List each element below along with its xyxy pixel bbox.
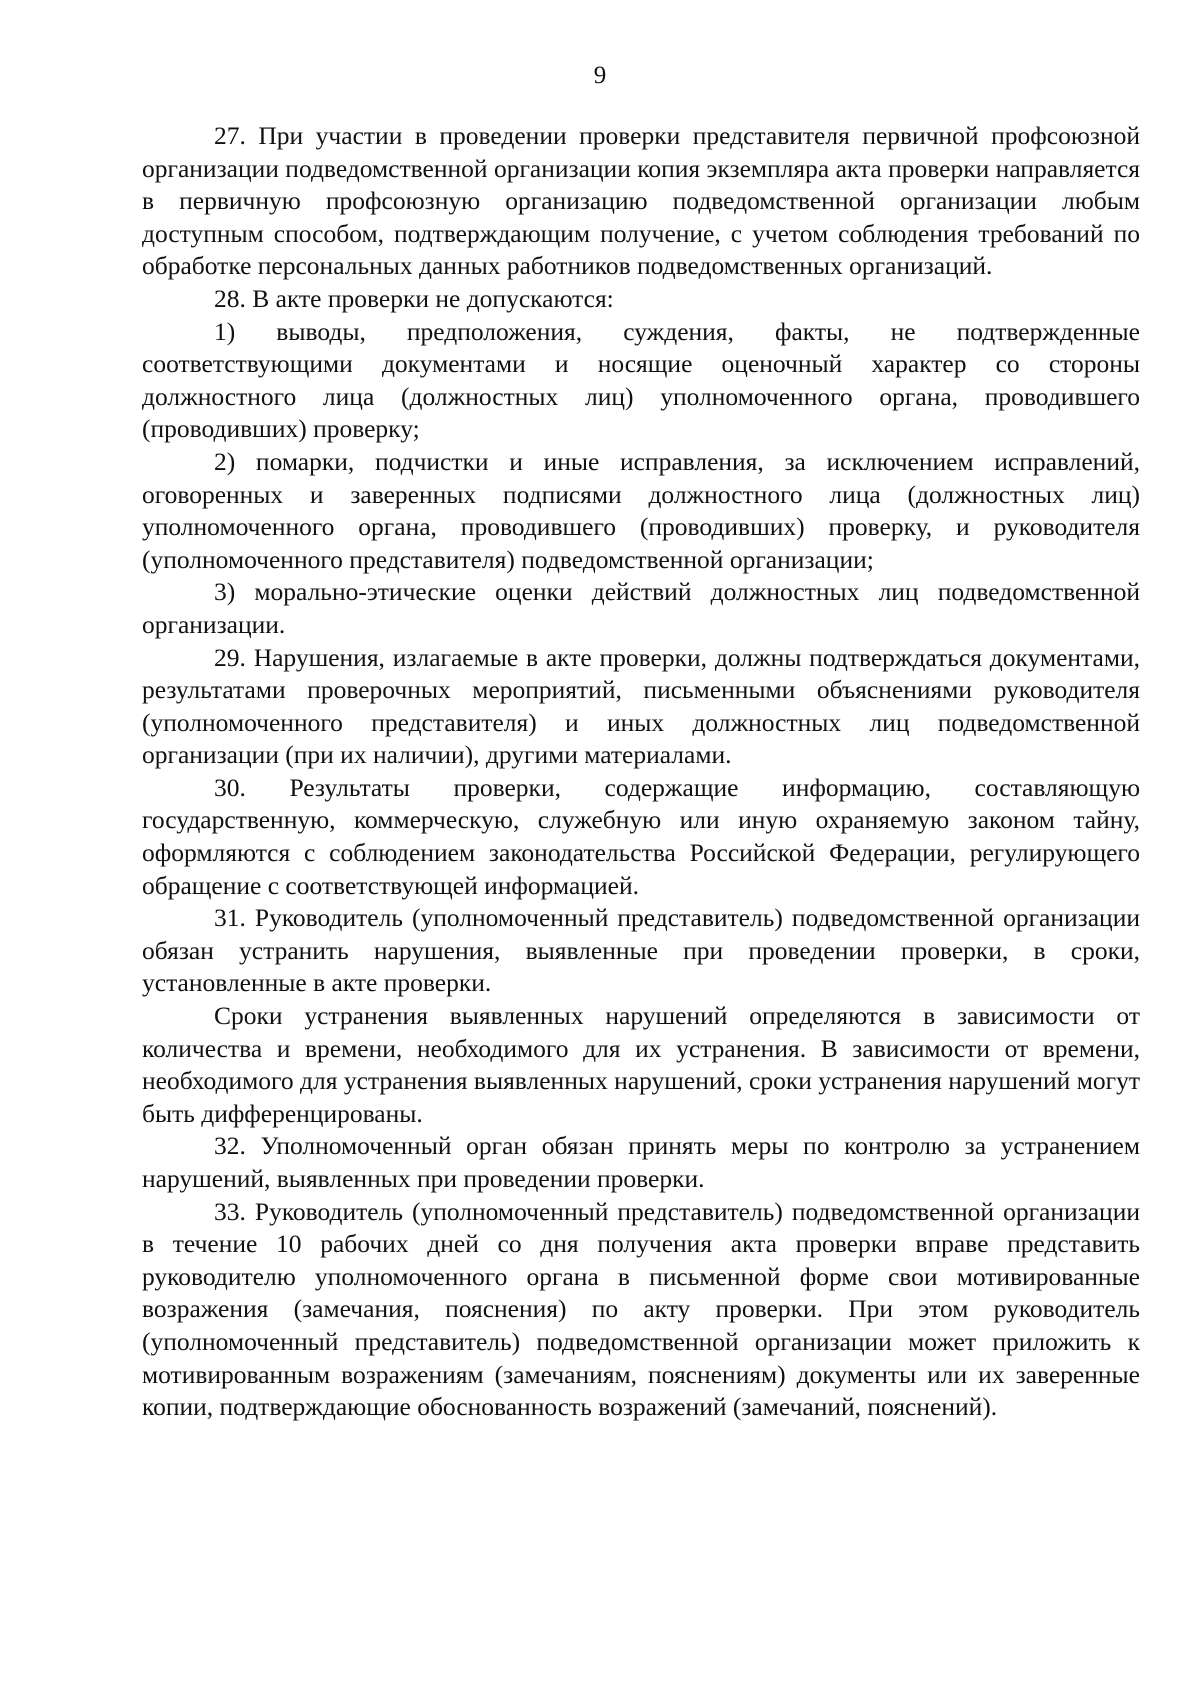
paragraph-29: 29. Нарушения, излагаемые в акте проверки, должны подтверждаться документами, результатами проверочных мероприятий, письменными объяснениями руководителя (уполномоченного представителя) и иных должностных лиц подведомственной организации (при их наличии), другими материалами. bbox=[142, 642, 1140, 770]
paragraph-31: 31. Руководитель (уполномоченный представитель) подведомственной организации обязан устранить нарушения, выявленные при проведении проверки, в сроки, установленные в акте проверки. bbox=[142, 903, 1140, 998]
paragraph-27: 27. При участии в проведении проверки представителя первичной профсоюзной организации подведомственной организации копия экземпляра акта проверки направляется в первичную профсоюзную организацию подведомственной организации любым доступным способом, подтверждающим получение, с учетом соблюдения требований по обработке персональных данных работников подведомственных организаций. bbox=[142, 121, 1140, 281]
page-number: 9 bbox=[593, 62, 607, 89]
paragraph-32: 32. Уполномоченный орган обязан принять меры по контролю за устранением нарушений, выявленных при проведении проверки. bbox=[142, 1131, 1140, 1193]
paragraph-28-item-2: 2) помарки, подчистки и иные исправления, за исключением исправлений, оговоренных и заверенных подписями должностного лица (должностных лиц) уполномоченного органа, проводившего (проводивших) проверку, и руководителя (уполномоченного представителя) подведомственной организации; bbox=[142, 446, 1140, 574]
paragraph-28-item-3: 3) морально-этические оценки действий должностных лиц подведомственной организации. bbox=[142, 577, 1140, 639]
paragraph-28: 28. В акте проверки не допускаются: bbox=[214, 283, 614, 313]
paragraph-31-deadlines: Сроки устранения выявленных нарушений определяются в зависимости от количества и времени, необходимого для их устранения. В зависимости от времени, необходимого для устранения выявленных нарушений, сроки устранения нарушений могут быть дифференцированы. bbox=[142, 1001, 1140, 1128]
paragraph-28-item-1: 1) выводы, предположения, суждения, факты, не подтвержденные соответствующими документами и носящие оценочный характер со стороны должностного лица (должностных лиц) уполномоченного органа, проводившего (проводивших) проверку; bbox=[142, 316, 1140, 444]
document-body bbox=[142, 120, 1140, 1424]
paragraph-30: 30. Результаты проверки, содержащие информацию, составляющую государственную, коммерческую, служебную или иную охраняемую законом тайну, оформляются с соблюдением законодательства Российской Федерации, регулирующего обращение с соответствующей информацией. bbox=[142, 772, 1140, 900]
paragraph-33: 33. Руководитель (уполномоченный представитель) подведомственной организации в течение 10 рабочих дней со дня получения акта проверки вправе представить руководителю уполномоченного органа в письменной форме свои мотивированные возражения (замечания, пояснения) по акту проверки. При этом руководитель (уполномоченный представитель) подведомственной организации может приложить к мотивированным возражениям (замечаниям, пояснениям) документы или их заверенные копии, подтверждающие обоснованность возражений (замечаний, пояснений). bbox=[142, 1196, 1140, 1422]
